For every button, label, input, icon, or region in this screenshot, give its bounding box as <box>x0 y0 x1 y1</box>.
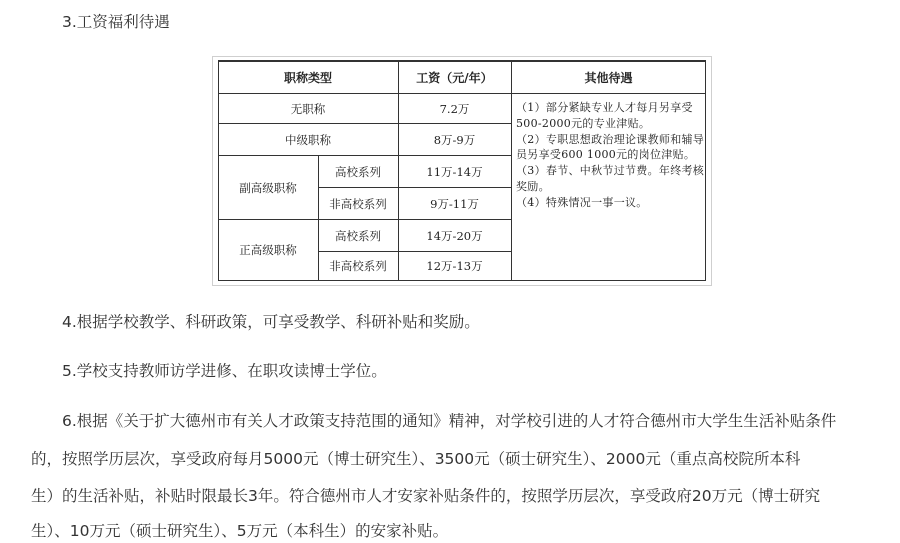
paragraph-research-subsidy: 4.根据学校教学、科研政策，可享受教学、科研补贴和奖励。 <box>62 313 480 331</box>
header-title-type: 职称类型 <box>283 71 332 85</box>
sub-university-series: 高校系列 <box>335 164 381 179</box>
salary-none: 7.2万 <box>439 101 470 116</box>
benefit-item: （4）特殊情况一事一议。 <box>516 195 648 209</box>
benefit-item: （3）春节、中秋节过节费。年终考核奖励。 <box>516 164 705 193</box>
other-benefits-text <box>516 100 708 211</box>
table-rule <box>511 60 512 281</box>
section-heading: 3.工资福利待遇 <box>62 13 170 31</box>
benefits-table-image <box>212 56 712 286</box>
paragraph-dezhou-policy-line: 生）、10万元（硕士研究生）、5万元（本科生）的安家补贴。 <box>31 522 449 540</box>
sub-university-series: 高校系列 <box>335 228 381 243</box>
header-salary: 工资（元/年） <box>416 71 493 85</box>
sub-non-university-series: 非高校系列 <box>329 259 387 273</box>
title-none: 无职称 <box>290 101 326 116</box>
title-associate-senior: 副高级职称 <box>239 180 297 195</box>
header-other-benefits: 其他待遇 <box>584 71 633 85</box>
sub-non-university-series: 非高校系列 <box>329 196 387 211</box>
benefits-table <box>218 60 706 281</box>
title-full-senior: 正高级职称 <box>239 243 297 257</box>
salary-associate-university: 11万-14万 <box>426 164 483 179</box>
salary-full-university: 14万-20万 <box>426 228 483 243</box>
benefit-item: （2）专职思想政治理论课教师和辅导员另享受600 1000元的岗位津贴。 <box>516 132 705 162</box>
title-intermediate: 中级职称 <box>285 132 331 147</box>
paragraph-dezhou-policy-line: 6.根据《关于扩大德州市有关人才政策支持范围的通知》精神，对学校引进的人才符合德州市大学生生活补贴条件 <box>62 412 837 430</box>
paragraph-further-study: 5.学校支持教师访学进修、在职攻读博士学位。 <box>62 362 387 380</box>
salary-full-non-university: 12万-13万 <box>426 259 483 273</box>
paragraph-dezhou-policy-line: 生）的生活补贴，补贴时限最长3年。符合德州市人才安家补贴条件的，按照学历层次，享受政府20万元（博士研究 <box>31 487 821 505</box>
benefit-item: （1）部分紧缺专业人才每月另享受500-2000元的专业津贴。 <box>516 101 693 130</box>
salary-intermediate: 8万-9万 <box>433 132 476 147</box>
table-border-bottom <box>218 280 706 281</box>
paragraph-dezhou-policy-line: 的，按照学历层次，享受政府每月5000元（博士研究生）、3500元（硕士研究生）、2000元（重点高校院所本科 <box>31 450 801 468</box>
salary-associate-non-university: 9万-11万 <box>430 196 479 211</box>
